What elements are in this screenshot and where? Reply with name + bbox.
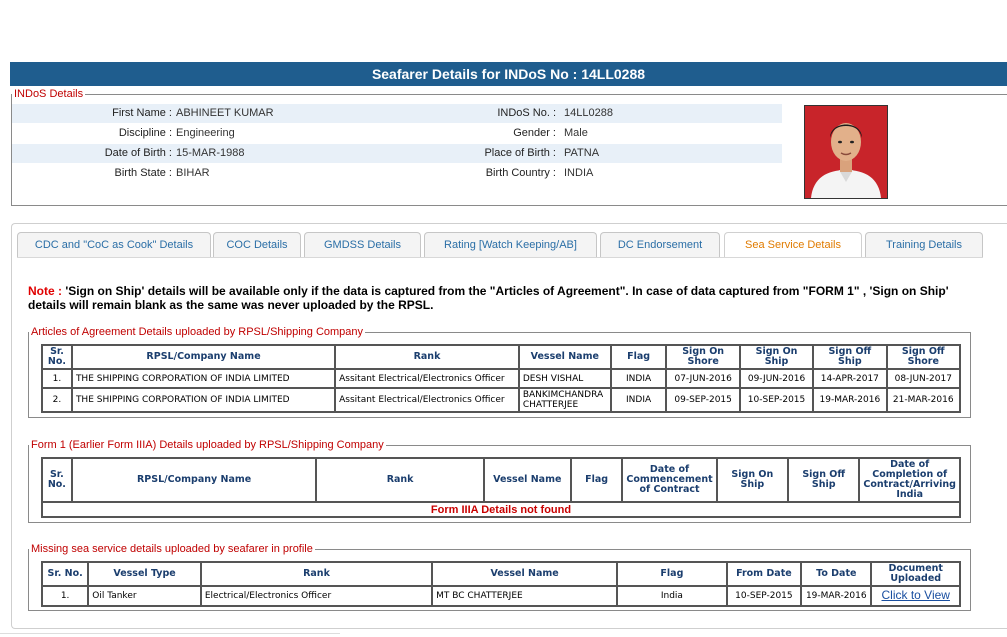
birth-country-value: INDIA bbox=[564, 167, 594, 179]
birth-state-value: BIHAR bbox=[176, 167, 210, 179]
table-row bbox=[42, 502, 960, 517]
cell: 09-JUN-2016 bbox=[740, 369, 813, 388]
dob-value: 15-MAR-1988 bbox=[176, 147, 245, 159]
cell: THE SHIPPING CORPORATION OF INDIA LIMITED bbox=[72, 388, 335, 412]
table-row bbox=[42, 369, 960, 388]
table-row bbox=[42, 388, 960, 412]
detail-row bbox=[12, 104, 782, 123]
missing-table bbox=[41, 561, 961, 607]
col-header: Date of Commencement of Contract bbox=[622, 458, 716, 502]
footer-divider bbox=[0, 633, 340, 634]
cell: 08-JUN-2017 bbox=[887, 369, 960, 388]
cell: THE SHIPPING CORPORATION OF INDIA LIMITED bbox=[72, 369, 335, 388]
cell: Assitant Electrical/Electronics Officer bbox=[335, 369, 519, 388]
first-name-value: ABHINEET KUMAR bbox=[176, 107, 274, 119]
col-header: Vessel Type bbox=[88, 562, 201, 586]
indos-details-legend: INDoS Details bbox=[14, 88, 84, 100]
birth-state-label: Birth State : bbox=[114, 167, 172, 179]
form1-table bbox=[41, 457, 961, 518]
cell: Assitant Electrical/Electronics Officer bbox=[335, 388, 519, 412]
cell: 19-MAR-2016 bbox=[801, 586, 871, 606]
articles-legend: Articles of Agreement Details uploaded by RPSL/Shipping Company bbox=[31, 326, 364, 338]
col-header: From Date bbox=[727, 562, 801, 586]
gender-value: Male bbox=[564, 127, 588, 139]
col-header: Sign On Shore bbox=[666, 345, 739, 369]
cell: 1. bbox=[42, 369, 72, 388]
detail-row bbox=[12, 124, 782, 143]
first-name-label: First Name : bbox=[112, 107, 172, 119]
form1-empty-message: Form IIIA Details not found bbox=[42, 502, 960, 517]
cell: 09-SEP-2015 bbox=[666, 388, 739, 412]
cell: 21-MAR-2016 bbox=[887, 388, 960, 412]
note-label: Note : bbox=[28, 284, 62, 298]
cell: 1. bbox=[42, 586, 88, 606]
cell: 10-SEP-2015 bbox=[727, 586, 801, 606]
col-header: To Date bbox=[801, 562, 871, 586]
cell: MT BC CHATTERJEE bbox=[432, 586, 617, 606]
col-header: Sr. No. bbox=[42, 458, 72, 502]
seafarer-photo bbox=[804, 105, 888, 199]
tab-gmdss-details[interactable]: GMDSS Details bbox=[304, 232, 421, 257]
col-header: Flag bbox=[571, 458, 623, 502]
col-header: Vessel Name bbox=[484, 458, 571, 502]
col-header: Sr. No. bbox=[42, 345, 72, 369]
cell: 10-SEP-2015 bbox=[740, 388, 813, 412]
col-header: RPSL/Company Name bbox=[72, 345, 335, 369]
tabs-divider bbox=[17, 257, 983, 258]
discipline-value: Engineering bbox=[176, 127, 235, 139]
tab-cdc-details[interactable]: CDC and "CoC as Cook" Details bbox=[17, 232, 211, 257]
table-row bbox=[42, 586, 960, 606]
cell: 14-APR-2017 bbox=[813, 369, 886, 388]
sea-service-note bbox=[28, 284, 978, 312]
note-text: 'Sign on Ship' details will be available only if the data is captured from the "Articles of Agreement". In case of data captured from "FORM 1" , 'Sign on Ship' details will remain blank as the same was never uploaded by the RPSL. bbox=[28, 284, 949, 312]
place-of-birth-value: PATNA bbox=[564, 147, 600, 159]
col-header: Rank bbox=[316, 458, 483, 502]
tab-coc-details[interactable]: COC Details bbox=[213, 232, 301, 257]
col-header: Date of Completion of Contract/Arriving India bbox=[859, 458, 960, 502]
place-of-birth-label: Place of Birth : bbox=[484, 147, 556, 159]
cell: India bbox=[617, 586, 727, 606]
click-to-view-link[interactable]: Click to View bbox=[881, 588, 950, 602]
col-header: Sign Off Ship bbox=[788, 458, 859, 502]
col-header: Sr. No. bbox=[42, 562, 88, 586]
articles-table bbox=[41, 344, 961, 413]
dob-label: Date of Birth : bbox=[104, 147, 172, 159]
tab-training-details[interactable]: Training Details bbox=[865, 232, 983, 257]
cell: Oil Tanker bbox=[88, 586, 201, 606]
document-cell bbox=[871, 586, 960, 606]
birth-country-label: Birth Country : bbox=[485, 167, 556, 179]
discipline-label: Discipline : bbox=[118, 127, 172, 139]
detail-row bbox=[12, 164, 782, 183]
col-header: Sign On Ship bbox=[717, 458, 788, 502]
col-header: Flag bbox=[611, 345, 667, 369]
page-title: Seafarer Details for INDoS No : 14LL0288 bbox=[10, 62, 1007, 86]
person-photo-icon bbox=[805, 106, 887, 198]
tab-rating-details[interactable]: Rating [Watch Keeping/AB] bbox=[424, 232, 597, 257]
tab-dc-endorsement[interactable]: DC Endorsement bbox=[600, 232, 720, 257]
cell: 19-MAR-2016 bbox=[813, 388, 886, 412]
col-header: Sign Off Ship bbox=[813, 345, 886, 369]
gender-label: Gender : bbox=[513, 127, 556, 139]
col-header: Sign On Ship bbox=[740, 345, 813, 369]
col-header: Document Uploaded bbox=[871, 562, 960, 586]
cell: 07-JUN-2016 bbox=[666, 369, 739, 388]
col-header: Rank bbox=[201, 562, 432, 586]
detail-row bbox=[12, 144, 782, 163]
cell: Electrical/Electronics Officer bbox=[201, 586, 432, 606]
col-header: Flag bbox=[617, 562, 727, 586]
cell: DESH VISHAL bbox=[519, 369, 611, 388]
form1-legend: Form 1 (Earlier Form IIIA) Details uploaded by RPSL/Shipping Company bbox=[31, 439, 384, 451]
col-header: RPSL/Company Name bbox=[72, 458, 317, 502]
col-header: Rank bbox=[335, 345, 519, 369]
cell: BANKIMCHANDRA CHATTERJEE bbox=[519, 388, 611, 412]
tab-sea-service-details[interactable]: Sea Service Details bbox=[724, 232, 862, 257]
col-header: Vessel Name bbox=[432, 562, 617, 586]
cell: 2. bbox=[42, 388, 72, 412]
col-header: Vessel Name bbox=[519, 345, 611, 369]
missing-legend: Missing sea service details uploaded by seafarer in profile bbox=[31, 543, 313, 555]
cell: INDIA bbox=[611, 388, 667, 412]
col-header: Sign Off Shore bbox=[887, 345, 960, 369]
cell: INDIA bbox=[611, 369, 667, 388]
indos-no-label: INDoS No. : bbox=[497, 107, 556, 119]
indos-no-value: 14LL0288 bbox=[564, 107, 613, 119]
